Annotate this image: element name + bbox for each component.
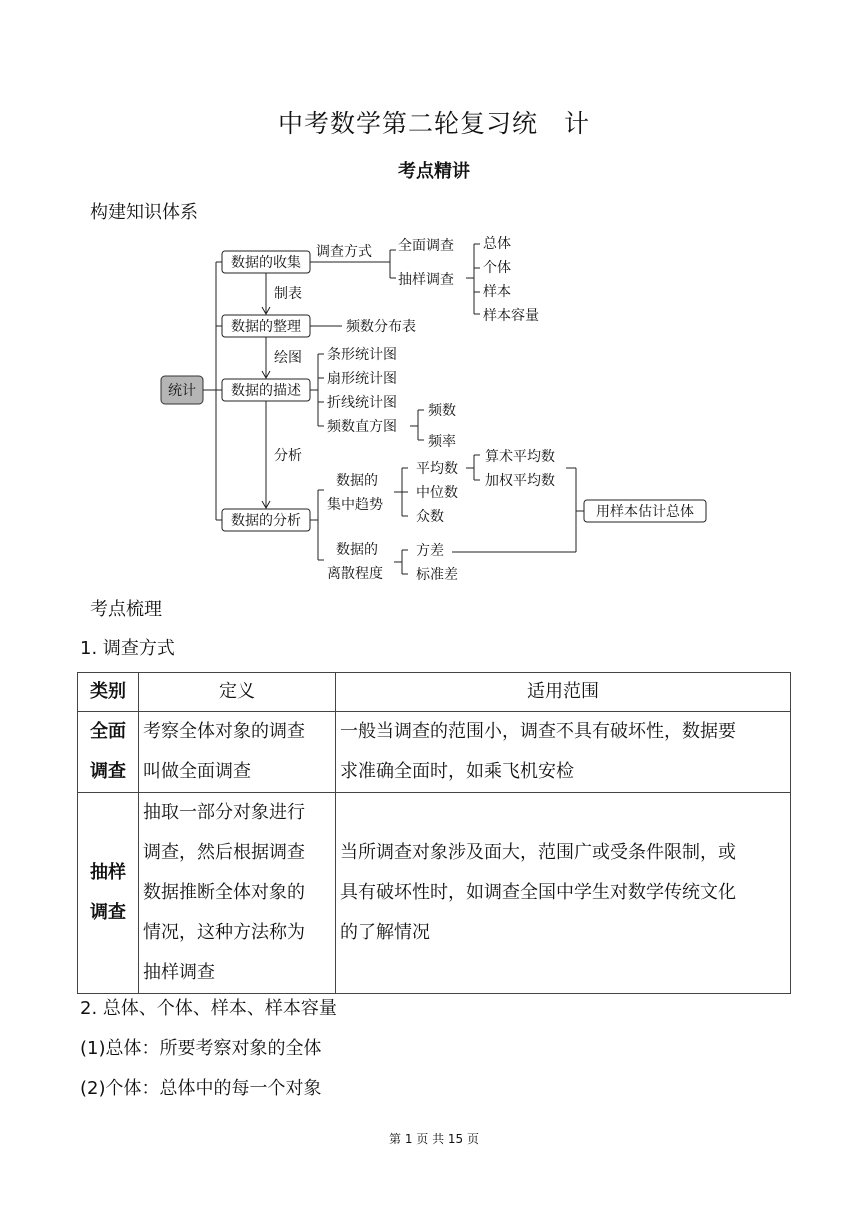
node-sample: 样本 [483, 284, 511, 300]
node-line-chart: 折线统计图 [327, 395, 397, 411]
table-row [78, 712, 791, 793]
item-2-1: (1)总体：所要考察对象的全体 [80, 1038, 322, 1059]
node-collect: 数据的收集 [231, 255, 301, 271]
node-analysis: 数据的分析 [231, 513, 301, 529]
node-frequency: 频数 [428, 403, 456, 419]
mindmap-root: 统计 [168, 383, 196, 399]
table-row [78, 793, 791, 994]
node-mean: 平均数 [416, 461, 458, 477]
node-estimate: 用样本估计总体 [596, 504, 694, 520]
label-analyze: 分析 [274, 448, 302, 464]
label-tabulate: 制表 [274, 286, 302, 302]
node-sample-survey: 抽样调查 [398, 272, 454, 288]
cell-scope: 当所调查对象涉及面大，范围广或受条件限制，或 具有破坏性时，如调查全国中学生对数学传统文化 的了解情况 [336, 793, 791, 994]
node-dispersion-2: 离散程度 [327, 566, 383, 582]
node-full-survey: 全面调查 [398, 238, 454, 254]
node-frequency-rate: 频率 [428, 434, 456, 450]
section-heading-points: 考点梳理 [90, 599, 162, 620]
node-pie-chart: 扇形统计图 [327, 371, 397, 387]
node-arith-mean: 算术平均数 [485, 449, 555, 465]
node-std-dev: 标准差 [416, 567, 458, 583]
node-individual: 个体 [483, 260, 511, 276]
node-freq-table: 频数分布表 [346, 319, 416, 335]
node-variance: 方差 [416, 543, 444, 559]
node-central-2: 集中趋势 [327, 497, 383, 513]
header-category: 类别 [78, 673, 139, 712]
cell-scope: 一般当调查的范围小，调查不具有破坏性，数据要 求准确全面时，如乘飞机安检 [336, 712, 791, 793]
label-draw: 绘图 [274, 350, 302, 366]
table-header-row [78, 673, 791, 712]
page-subtitle: 考点精讲 [398, 161, 470, 182]
node-organize: 数据的整理 [231, 319, 301, 335]
node-population: 总体 [483, 236, 511, 252]
node-sample-size: 样本容量 [483, 308, 539, 324]
node-mode: 众数 [416, 509, 444, 525]
survey-table [77, 672, 791, 994]
header-scope: 适用范围 [336, 673, 791, 712]
node-bar-chart: 条形统计图 [327, 347, 397, 363]
knowledge-mindmap [0, 0, 868, 600]
section-heading-knowledge: 构建知识体系 [90, 202, 198, 223]
header-definition: 定义 [139, 673, 336, 712]
node-survey-method: 调查方式 [316, 244, 372, 260]
cell-category: 抽样 调查 [78, 793, 139, 994]
item-1-heading: 1. 调查方式 [80, 638, 175, 659]
node-dispersion-1: 数据的 [336, 542, 378, 558]
node-histogram: 频数直方图 [327, 419, 397, 435]
node-weighted-mean: 加权平均数 [485, 473, 555, 489]
item-2-2: (2)个体：总体中的每一个对象 [80, 1078, 322, 1099]
page-footer: 第 1 页 共 15 页 [389, 1132, 479, 1146]
cell-definition: 考察全体对象的调查 叫做全面调查 [139, 712, 336, 793]
node-describe: 数据的描述 [231, 383, 301, 399]
cell-definition: 抽取一部分对象进行 调查，然后根据调查 数据推断全体对象的 情况，这种方法称为 抽样调查 [139, 793, 336, 994]
page-title: 中考数学第二轮复习统 计 [277, 109, 590, 138]
item-2-heading: 2. 总体、个体、样本、样本容量 [80, 998, 337, 1019]
node-central-1: 数据的 [336, 473, 378, 489]
cell-category: 全面 调查 [78, 712, 139, 793]
node-median: 中位数 [416, 485, 458, 501]
